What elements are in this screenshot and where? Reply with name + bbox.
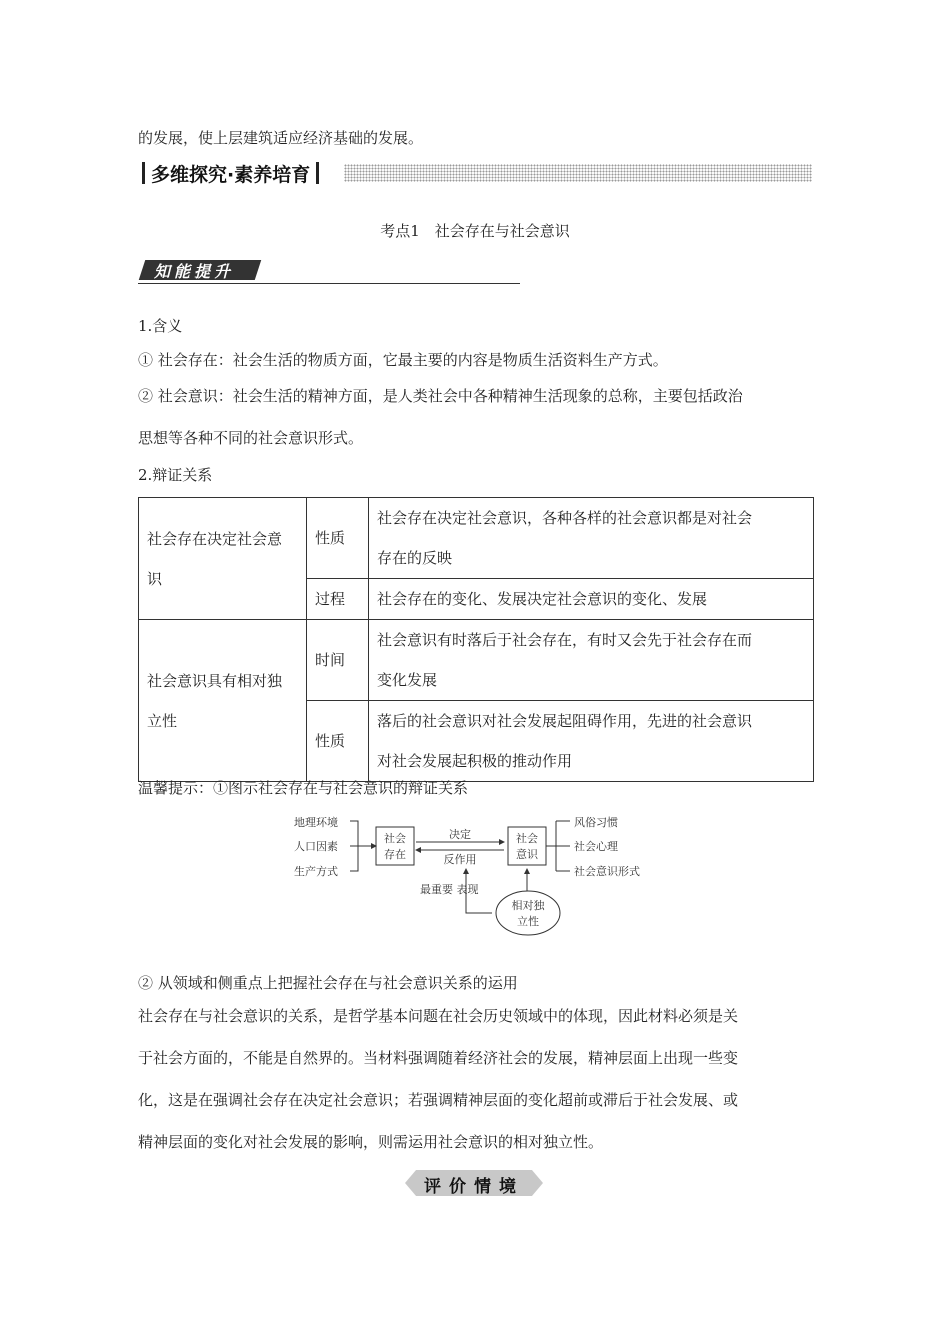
attr-cell: 时间 — [307, 620, 369, 701]
point2-line: 化，这是在强调社会存在决定社会意识；若强调精神层面的变化超前或滞后于社会发展、或 — [138, 1091, 739, 1109]
desc-cell — [369, 701, 814, 782]
independence-circle — [496, 891, 560, 935]
bottom-label: 最重要 表现 — [420, 883, 479, 896]
group-text: 立性 — [147, 711, 178, 730]
relation-heading: 2.辩证关系 — [138, 466, 213, 484]
left-bracket — [350, 821, 376, 871]
point2-heading: ② 从领域和侧重点上把握社会存在与社会意识关系的运用 — [138, 974, 518, 992]
pingjia-header — [405, 1170, 543, 1196]
attr-cell: 性质 — [307, 701, 369, 782]
right-item: 社会意识形式 — [574, 865, 640, 878]
desc-cell — [369, 579, 814, 620]
arrow-decide-label: 决定 — [449, 828, 471, 841]
attr-cell: 过程 — [307, 579, 369, 620]
group-text: 社会存在决定社会意 — [147, 529, 283, 548]
banner-title-wrap — [138, 160, 321, 186]
section-title: 考点1 社会存在与社会意识 — [380, 222, 570, 240]
tip-text: 温馨提示：①图示社会存在与社会意识的辩证关系 — [138, 779, 469, 797]
attr-cell: 性质 — [307, 498, 369, 579]
banner-dot-pattern — [344, 164, 812, 182]
pingjia-label: 评价情境 — [424, 1177, 524, 1197]
banner-bar-left — [142, 162, 145, 184]
zhineng-tag-label: 知能提升 — [154, 262, 235, 281]
intro-line: 的发展，使上层建筑适应经济基础的发展。 — [138, 129, 424, 147]
relation-diagram — [280, 805, 670, 945]
meaning-item-1: ① 社会存在：社会生活的物质方面，它最主要的内容是物质生活资料生产方式。 — [138, 351, 668, 369]
zhineng-underline — [138, 283, 520, 284]
box-left-line: 社会 — [384, 832, 406, 845]
desc-cell — [369, 498, 814, 579]
diagram-svg — [280, 805, 670, 945]
point2-line: 于社会方面的，不能是自然界的。当材料强调随着经济社会的发展，精神层面上出现一些变 — [138, 1049, 739, 1067]
desc-text: 对社会发展起积极的推动作用 — [377, 752, 573, 770]
desc-text: 社会存在决定社会意识，各种各样的社会意识都是对社会 — [377, 509, 753, 527]
arrow-react-label: 反作用 — [443, 853, 477, 866]
circle-line: 相对独 — [511, 899, 545, 912]
section-banner — [138, 160, 812, 186]
box-right-line: 意识 — [516, 848, 538, 861]
zhineng-header — [138, 258, 520, 284]
right-item: 社会心理 — [574, 840, 618, 853]
desc-text: 社会意识有时落后于社会存在，有时又会先于社会存在而 — [377, 631, 753, 649]
group-text: 社会意识具有相对独 — [147, 671, 283, 690]
desc-text: 存在的反映 — [377, 549, 453, 567]
group-cell — [139, 498, 307, 620]
desc-text: 落后的社会意识对社会发展起阻碍作用，先进的社会意识 — [377, 712, 753, 730]
meaning-heading: 1.含义 — [138, 317, 183, 335]
point2-line: 社会存在与社会意识的关系，是哲学基本问题在社会历史领域中的体现，因此材料必须是关 — [138, 1007, 739, 1025]
circle-line: 立性 — [517, 915, 539, 928]
left-item: 人口因素 — [294, 840, 338, 853]
meaning-item-2-line-1: ② 社会意识：社会生活的精神方面，是人类社会中各种精神生活现象的总称，主要包括政治 — [138, 387, 743, 405]
banner-bar-right — [316, 162, 319, 184]
meaning-item-2-line-2: 思想等各种不同的社会意识形式。 — [138, 429, 364, 447]
banner-title: 多维探究·素养培育 — [151, 163, 311, 186]
box-right-line: 社会 — [516, 832, 538, 845]
table-row — [139, 498, 814, 579]
right-bracket — [546, 821, 570, 871]
desc-text: 变化发展 — [377, 671, 438, 689]
group-text: 识 — [147, 569, 163, 588]
relation-table — [138, 497, 814, 782]
box-left-line: 存在 — [384, 848, 406, 861]
table-row — [139, 620, 814, 701]
point2-line: 精神层面的变化对社会发展的影响，则需运用社会意识的相对独立性。 — [138, 1133, 604, 1151]
group-cell — [139, 620, 307, 782]
left-item: 地理环境 — [294, 816, 338, 829]
right-item: 风俗习惯 — [574, 816, 618, 829]
desc-cell — [369, 620, 814, 701]
desc-text: 社会存在的变化、发展决定社会意识的变化、发展 — [377, 590, 708, 608]
left-item: 生产方式 — [294, 865, 338, 878]
